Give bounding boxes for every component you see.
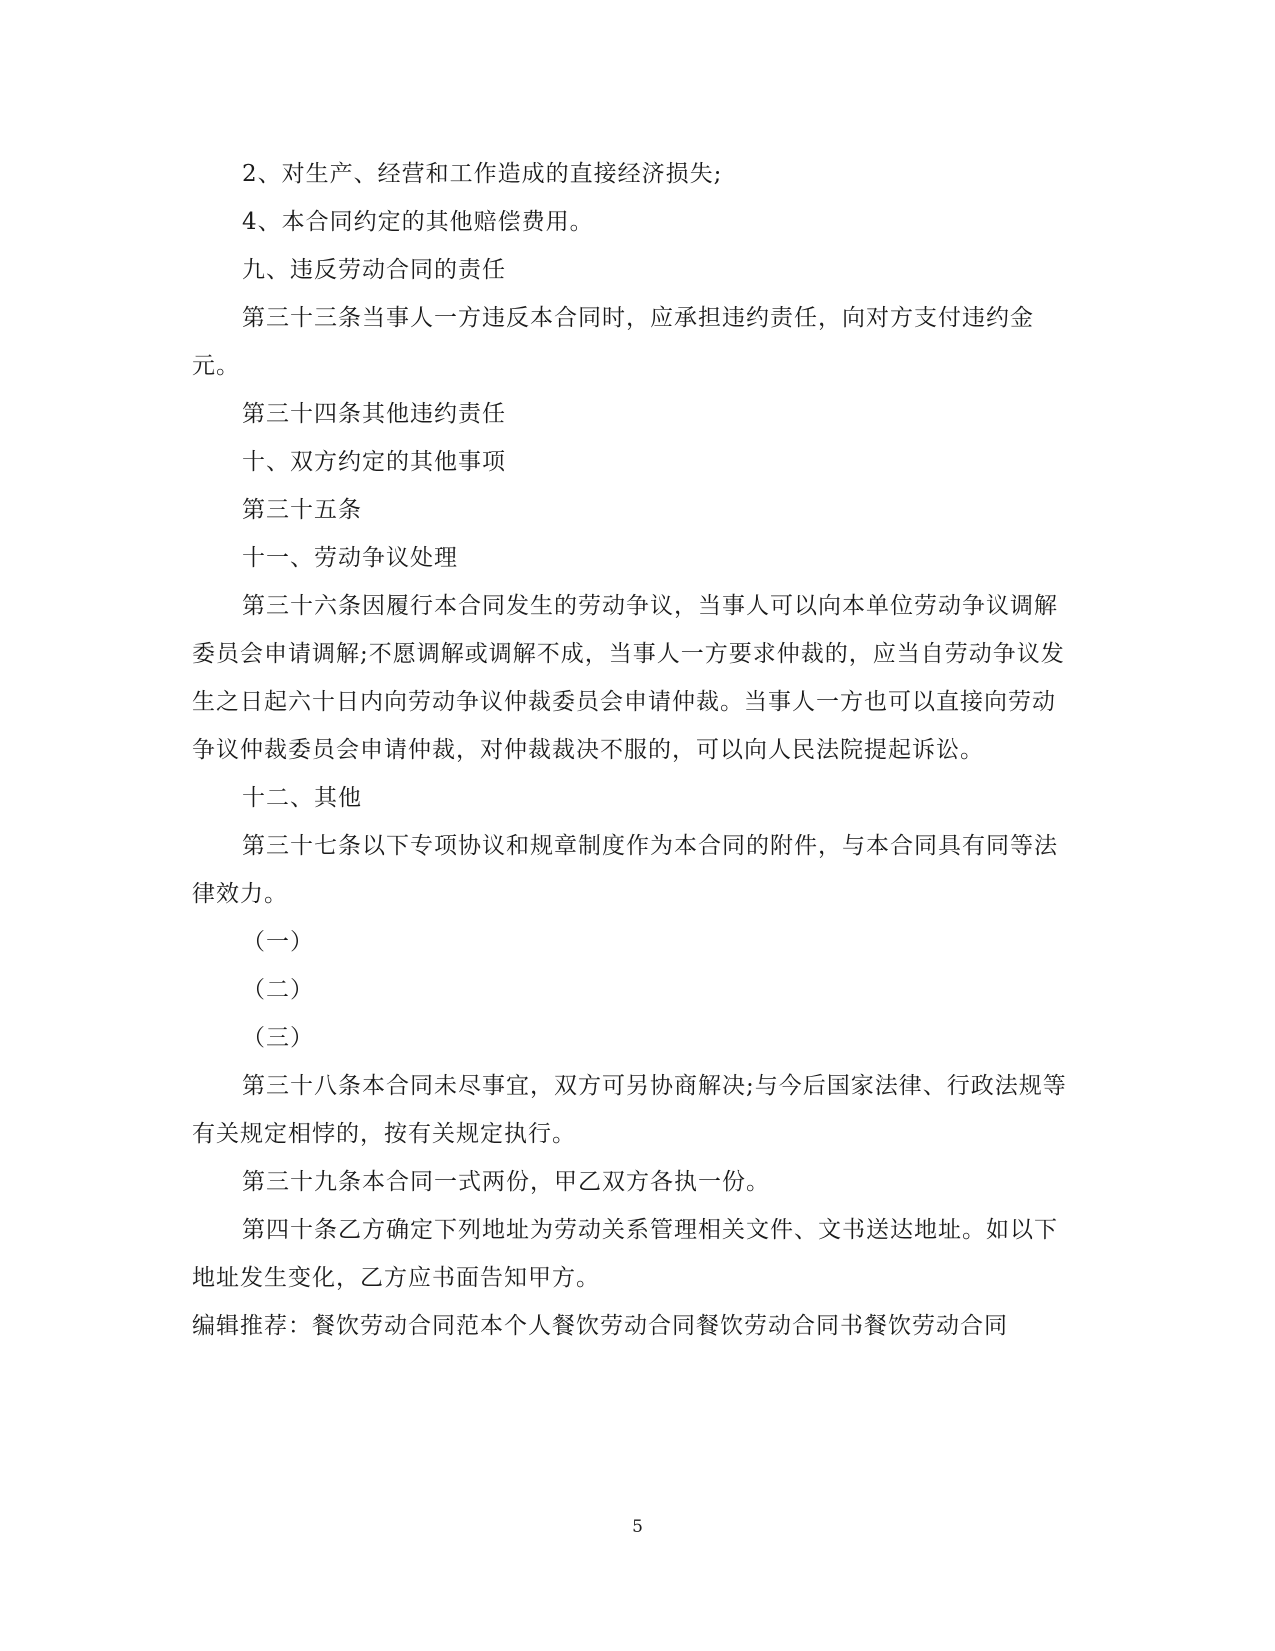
- article-35: 第三十五条: [242, 497, 362, 523]
- article-37: 第三十七条以下专项协议和规章制度作为本合同的附件，与本合同具有同等法律效力。: [192, 833, 1058, 907]
- annex-item-3: （三）: [242, 1025, 314, 1051]
- paragraph-item-2: 2、对生产、经营和工作造成的直接经济损失;: [242, 161, 723, 187]
- article-40: 第四十条乙方确定下列地址为劳动关系管理相关文件、文书送达地址。如以下地址发生变化，乙方应书面告知甲方。: [192, 1217, 1058, 1291]
- section-heading-11: 十一、劳动争议处理: [242, 545, 458, 571]
- paragraph-item-4: 4、本合同约定的其他赔偿费用。: [242, 209, 594, 235]
- article-39: 第三十九条本合同一式两份，甲乙双方各执一份。: [242, 1169, 770, 1195]
- annex-item-1: （一）: [242, 929, 314, 955]
- section-heading-12: 十二、其他: [242, 785, 362, 811]
- document-body: [192, 150, 1072, 1350]
- page-number: 5: [632, 1517, 643, 1537]
- section-heading-10: 十、双方约定的其他事项: [242, 449, 506, 475]
- section-heading-9: 九、违反劳动合同的责任: [242, 257, 506, 283]
- editor-recommendation: 编辑推荐：餐饮劳动合同范本个人餐饮劳动合同餐饮劳动合同书餐饮劳动合同: [192, 1313, 1008, 1339]
- annex-item-2: （二）: [242, 977, 314, 1003]
- article-36: 第三十六条因履行本合同发生的劳动争议，当事人可以向本单位劳动争议调解委员会申请调解;不愿调解或调解不成，当事人一方要求仲裁的，应当自劳动争议发生之日起六十日内向劳动争议仲裁委员会申请仲裁。当事人一方也可以直接向劳动争议仲裁委员会申请仲裁，对仲裁裁决不服的，可以向人民法院提起诉讼。: [192, 593, 1065, 763]
- article-33: 第三十三条当事人一方违反本合同时，应承担违约责任，向对方支付违约金元。: [192, 305, 1034, 379]
- article-34: 第三十四条其他违约责任: [242, 401, 506, 427]
- article-38: 第三十八条本合同未尽事宜，双方可另协商解决;与今后国家法律、行政法规等有关规定相悖的，按有关规定执行。: [192, 1073, 1067, 1147]
